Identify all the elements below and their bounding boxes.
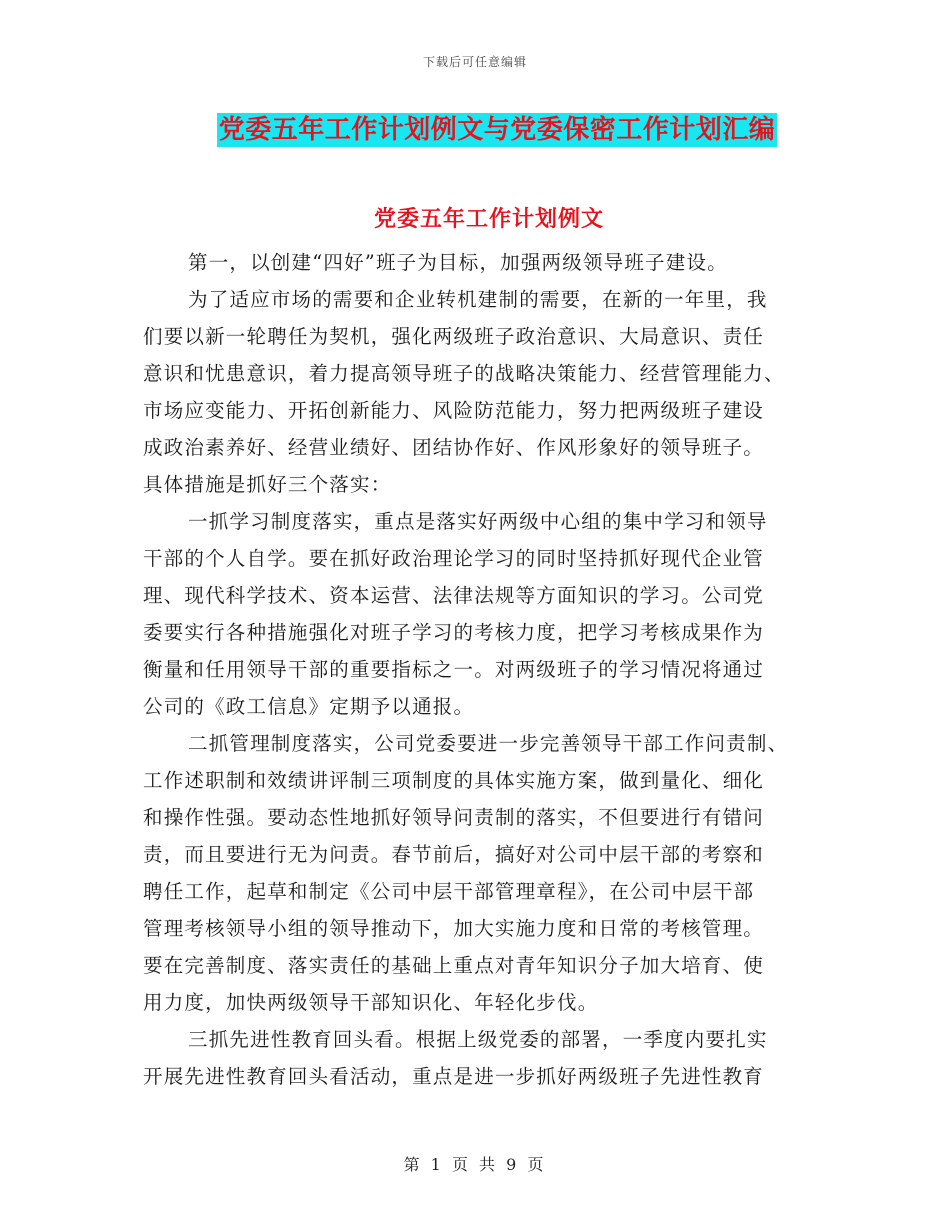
paragraph-line: 市场应变能力、开拓创新能力、风险防范能力，努力把两级班子建设: [143, 399, 765, 422]
page-footer: 第 1 页 共 9 页: [403, 1155, 547, 1174]
main-title-wrap: [0, 113, 950, 147]
paragraph-line: 二抓管理制度落实，公司党委要进一步完善领导干部工作问责制、: [188, 732, 789, 755]
paragraph-line: 聘任工作，起草和制定《公司中层干部管理章程》，在公司中层干部: [143, 880, 755, 903]
section-title: 党委五年工作计划例文: [373, 206, 604, 232]
paragraph-line: 理、现代科学技术、资本运营、法律法规等方面知识的学习。公司党: [143, 584, 765, 607]
paragraph-line: 一抓学习制度落实，重点是落实好两级中心组的集中学习和领导: [188, 510, 768, 533]
paragraph-line: 第一，以创建“四好”班子为目标，加强两级领导班子建设。: [188, 251, 728, 274]
paragraph-line: 委要实行各种措施强化对班子学习的考核力度，把学习考核成果作为: [143, 621, 765, 644]
paragraph-line: 开展先进性教育回头看活动，重点是进一步抓好两级班子先进性教育: [143, 1065, 765, 1088]
paragraph-line: 工作述职制和效绩讲评制三项制度的具体实施方案，做到量化、细化: [143, 769, 765, 792]
paragraph-line: 三抓先进性教育回头看。根据上级党委的部署，一季度内要扎实: [188, 1028, 768, 1051]
paragraph-line: 们要以新一轮聘任为契机，强化两级班子政治意识、大局意识、责任: [143, 325, 765, 348]
paragraph-line: 成政治素养好、经营业绩好、团结协作好、作风形象好的领导班子。: [143, 436, 765, 459]
paragraph-line: 衡量和任用领导干部的重要指标之一。对两级班子的学习情况将通过: [143, 658, 765, 681]
paragraph-line: 用力度，加快两级领导干部知识化、年轻化步伐。: [143, 991, 599, 1014]
paragraph-line: 和操作性强。要动态性地抓好领导问责制的落实，不但要进行有错问: [143, 806, 765, 829]
paragraph-line: 责，而且要进行无为问责。春节前后，搞好对公司中层干部的考察和: [143, 843, 765, 866]
paragraph-line: 公司的《政工信息》定期予以通报。: [143, 695, 475, 718]
paragraph-line: 管理考核领导小组的领导推动下，加大实施力度和日常的考核管理。: [143, 917, 765, 940]
paragraph-line: 干部的个人自学。要在抓好政治理论学习的同时坚持抓好现代企业管: [143, 547, 765, 570]
paragraph-line: 具体措施是抓好三个落实：: [143, 473, 392, 496]
header-note: 下载后可任意编辑: [422, 55, 527, 69]
paragraph-line: 为了适应市场的需要和企业转机建制的需要，在新的一年里，我: [188, 288, 768, 311]
main-title: 党委五年工作计划例文与党委保密工作计划汇编: [218, 115, 776, 145]
paragraph-line: 要在完善制度、落实责任的基础上重点对青年知识分子加大培育、使: [143, 954, 765, 977]
document-body: [143, 244, 803, 1095]
paragraph-line: 意识和忧患意识，着力提高领导班子的战略决策能力、经营管理能力、: [143, 362, 785, 385]
